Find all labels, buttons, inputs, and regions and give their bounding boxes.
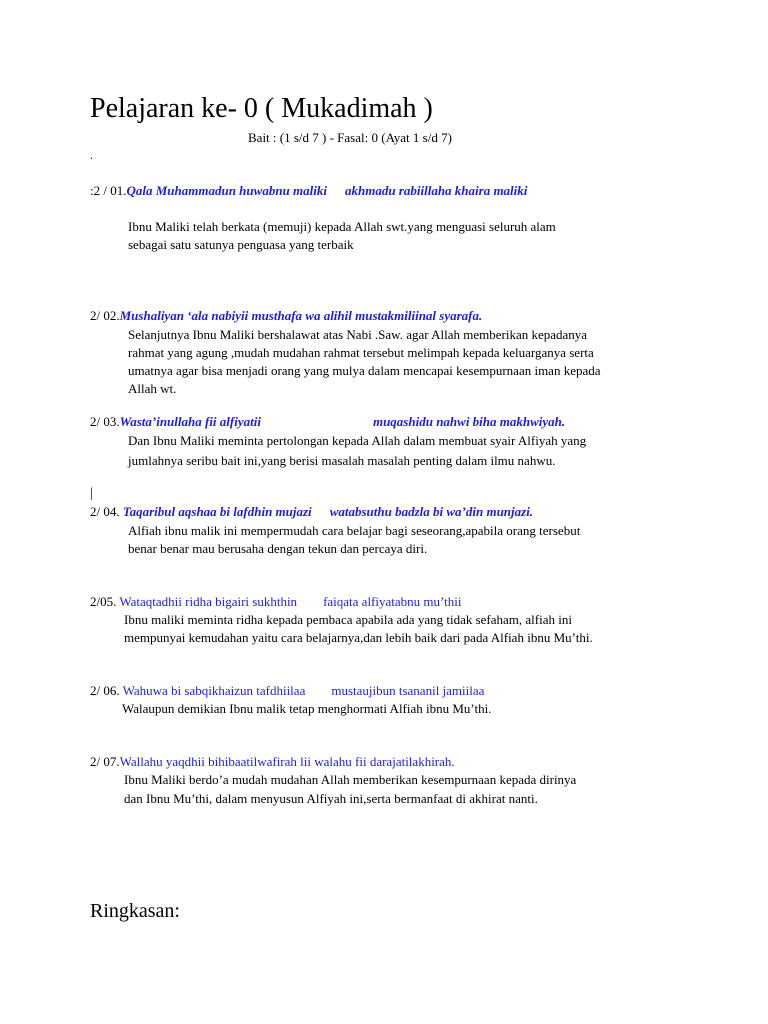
verse-translation: Alfiah ibnu malik ini mempermudah cara belajar bagi seseorang,apabila orang tersebut xyxy=(128,523,581,538)
lesson-title: Pelajaran ke- 0 ( Mukadimah ) xyxy=(90,93,433,124)
verse-number: 2/05. xyxy=(90,594,117,609)
verse-line xyxy=(90,183,527,199)
verse-arabic: faiqata alfiyatabnu mu’thii xyxy=(323,594,462,609)
verse-number: 2/ 02. xyxy=(90,308,120,323)
text-cursor-mark: | xyxy=(90,486,93,501)
verse-arabic: muqashidu nahwi biha makhwiyah. xyxy=(372,414,566,429)
verse-line xyxy=(90,754,455,770)
verse-translation: Ibnu maliki meminta ridha kepada pembaca apabila ada yang tidak sefaham, alfiah ini xyxy=(124,612,572,627)
verse-translation: mempunyai kemudahan yaitu cara belajarnya,dan lebih baik dari pada Alfiah ibnu Mu’thi. xyxy=(124,630,593,645)
verse-translation: benar benar mau berusaha dengan tekun dan percaya diri. xyxy=(128,541,428,556)
verse-arabic: Wahuwa bi sabqikhaizun tafdhiilaa xyxy=(122,683,306,698)
verse-number: 2/ 04. xyxy=(90,504,120,519)
verse-translation: rahmat yang agung ,mudah mudahan rahmat tersebut melimpah kepada keluarganya serta xyxy=(128,345,594,360)
lesson-subtitle: Bait : (1 s/d 7 ) - Fasal: 0 (Ayat 1 s/d 7) xyxy=(248,130,452,145)
verse-arabic: akhmadu rabiillaha khaira maliki xyxy=(344,183,528,198)
stray-dot: . xyxy=(90,148,93,162)
verse-translation: Selanjutnya Ibnu Maliki bershalawat atas Nabi .Saw. agar Allah memberikan kepadanya xyxy=(128,327,588,342)
verse-arabic: watabsuthu badzla bi wa’din munjazi. xyxy=(329,504,534,519)
verse-translation: Dan Ibnu Maliki meminta pertolongan kepada Allah dalam membuat syair Alfiyah yang xyxy=(128,433,587,448)
summary-heading: Ringkasan: xyxy=(90,900,180,922)
verse-number: :2 / 01. xyxy=(90,183,127,198)
verse-translation: dan Ibnu Mu’thi, dalam menyusun Alfiyah ini,serta bermanfaat di akhirat nanti. xyxy=(124,791,538,806)
verse-line xyxy=(90,308,482,324)
verse-translation: Allah wt. xyxy=(128,381,177,396)
verse-arabic: Wallahu yaqdhii bihibaatilwafirah lii walahu fii darajatilakhirah. xyxy=(119,754,455,769)
verse-arabic: mustaujibun tsananil jamiilaa xyxy=(331,683,485,698)
verse-line xyxy=(90,504,533,520)
verse-line xyxy=(90,594,461,610)
verse-translation: jumlahnya seribu bait ini,yang berisi masalah masalah penting dalam ilmu nahwu. xyxy=(128,453,556,468)
verse-arabic: Wataqtadhii ridha bigairi sukhthin xyxy=(119,594,298,609)
verse-number: 2/ 06. xyxy=(90,683,120,698)
verse-translation: sebagai satu satunya penguasa yang terbaik xyxy=(128,237,354,252)
verse-arabic: Mushaliyan ‘ala nabiyii musthafa wa alihil mustakmiliinal syarafa. xyxy=(119,308,483,323)
verse-translation: Ibnu Maliki telah berkata (memuji) kepada Allah swt.yang menguasi seluruh alam xyxy=(128,219,556,234)
verse-line xyxy=(90,414,565,430)
verse-number: 2/ 03. xyxy=(90,414,120,429)
verse-line xyxy=(90,683,484,699)
verse-arabic: Taqaribul aqshaa bi lafdhin mujazi xyxy=(122,504,312,519)
verse-arabic: Qala Muhammadun huwabnu maliki xyxy=(126,183,327,198)
verse-arabic: Wasta’inullaha fii alfiyatii xyxy=(119,414,261,429)
verse-number: 2/ 07. xyxy=(90,754,120,769)
verse-translation: Walaupun demikian Ibnu malik tetap menghormati Alfiah ibnu Mu’thi. xyxy=(122,701,492,716)
verse-translation: Ibnu Maliki berdo’a mudah mudahan Allah memberikan kesempurnaan kepada dirinya xyxy=(124,772,577,787)
verse-translation: umatnya agar bisa menjadi orang yang mulya dalam mencapai kesempurnaan iman kepada xyxy=(128,363,601,378)
